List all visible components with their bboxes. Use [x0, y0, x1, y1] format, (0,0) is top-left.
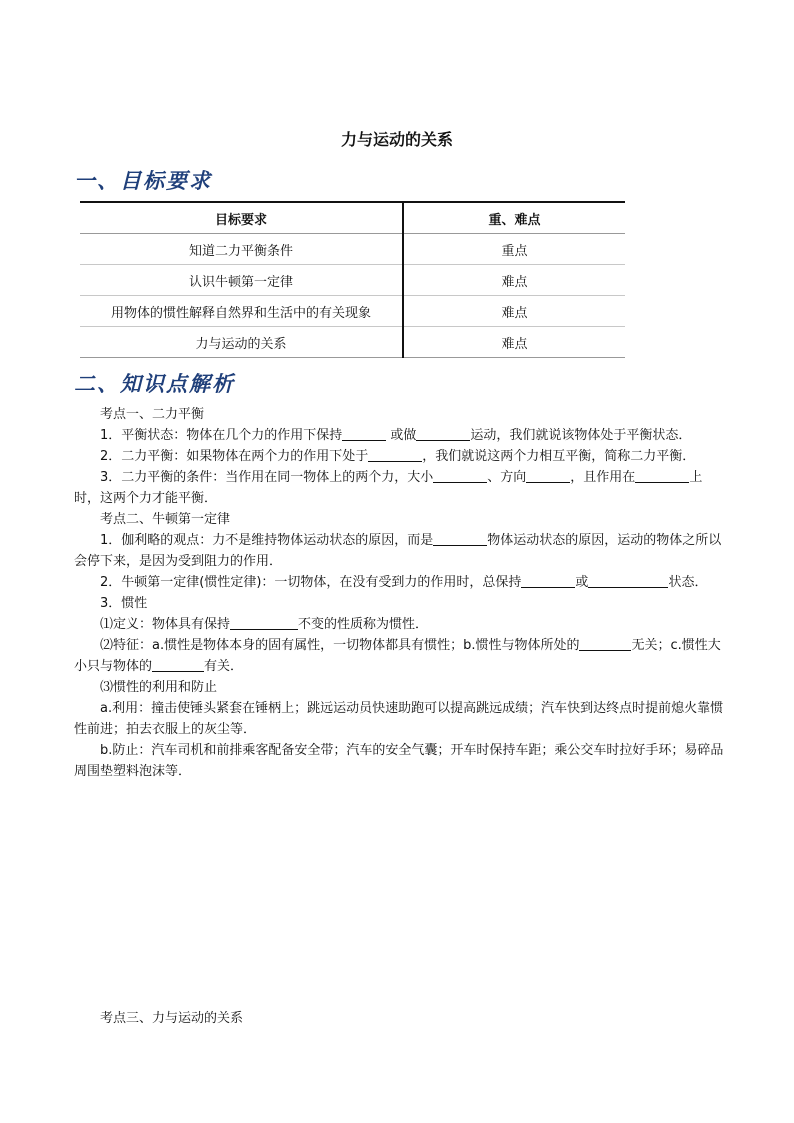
blank-line [526, 468, 570, 483]
blank-line [433, 468, 487, 483]
knowledge-body [74, 404, 726, 782]
table-row [80, 265, 625, 296]
table-header-goal: 目标要求 [80, 202, 403, 234]
page-title: 力与运动的关系 [340, 130, 453, 149]
blank-line [416, 426, 470, 441]
table-row [80, 327, 625, 358]
blank-line [635, 468, 689, 483]
inertia-prevent: b.防止：汽车司机和前排乘客配备安全带；汽车的安全气囊；开车时保持车距；乘公交车时拉好手环；易碎品周围垫塑料泡沫等． [74, 743, 724, 779]
table-cell-difficulty: 难点 [403, 296, 625, 327]
inertia-use-title: ⑶惯性的利用和防止 [100, 680, 218, 695]
inertia-features: ⑵特征：a.惯性是物体本身的固有属性，一切物体都具有惯性；b.惯性与物体所处的 无关；c.惯性大小只与物体的 有关． [74, 638, 721, 674]
inertia-use: a.利用：撞击使锤头紧套在锤柄上；跳远运动员快速助跑可以提高跳远成绩；汽车快到达终点时提前熄火靠惯性前进；拍去衣服上的灰尘等． [74, 701, 724, 737]
inertia-definition: ⑴定义：物体具有保持 不变的性质称为惯性． [100, 617, 429, 632]
table-cell-difficulty: 重点 [403, 234, 625, 265]
table-header-difficulty: 重、难点 [403, 202, 625, 234]
kp2-point-2: 2．牛顿第一定律(惯性定律)：一切物体，在没有受到力的作用时，总保持 或 状态． [100, 575, 708, 590]
kp2-point-3: 3．惯性 [100, 596, 148, 611]
kp3-title: 考点三、力与运动的关系 [100, 1011, 244, 1026]
table-cell-difficulty: 难点 [403, 327, 625, 358]
table-cell-goal: 知道二力平衡条件 [80, 234, 403, 265]
table-cell-goal: 认识牛顿第一定律 [80, 265, 403, 296]
blank-line [588, 573, 668, 588]
blank-line [230, 615, 298, 630]
table-header-row [80, 202, 625, 234]
section-heading-knowledge: 二、知识点解析 [74, 371, 235, 396]
blank-line [152, 657, 204, 672]
blank-line [342, 426, 386, 441]
blank-line [579, 636, 631, 651]
blank-line [521, 573, 575, 588]
kp2-point-1: 1．伽利略的观点：力不是维持物体运动状态的原因，而是 物体运动状态的原因，运动的物体之所以会停下来，是因为受到阻力的作用． [74, 533, 722, 569]
kp2-title: 考点二、牛顿第一定律 [100, 512, 231, 527]
blank-line [368, 447, 422, 462]
blank-line [433, 531, 487, 546]
table-cell-goal: 力与运动的关系 [80, 327, 403, 358]
kp1-title: 考点一、二力平衡 [100, 407, 205, 422]
table-cell-goal: 用物体的惯性解释自然界和生活中的有关现象 [80, 296, 403, 327]
table-cell-difficulty: 难点 [403, 265, 625, 296]
table-row [80, 234, 625, 265]
kp1-point-1: 1．平衡状态：物体在几个力的作用下保持 或做 运动，我们就说该物体处于平衡状态． [100, 428, 692, 443]
goals-table [80, 201, 625, 358]
kp1-point-2: 2．二力平衡：如果物体在两个力的作用下处于 ，我们就说这两个力相互平衡，简称二力平衡． [100, 449, 696, 464]
table-row [80, 296, 625, 327]
section-heading-goals: 一、目标要求 [74, 168, 212, 193]
kp1-point-3: 3．二力平衡的条件：当作用在同一物体上的两个力，大小 、方向 ，且作用在 上时，这两个力才能平衡． [74, 470, 703, 506]
